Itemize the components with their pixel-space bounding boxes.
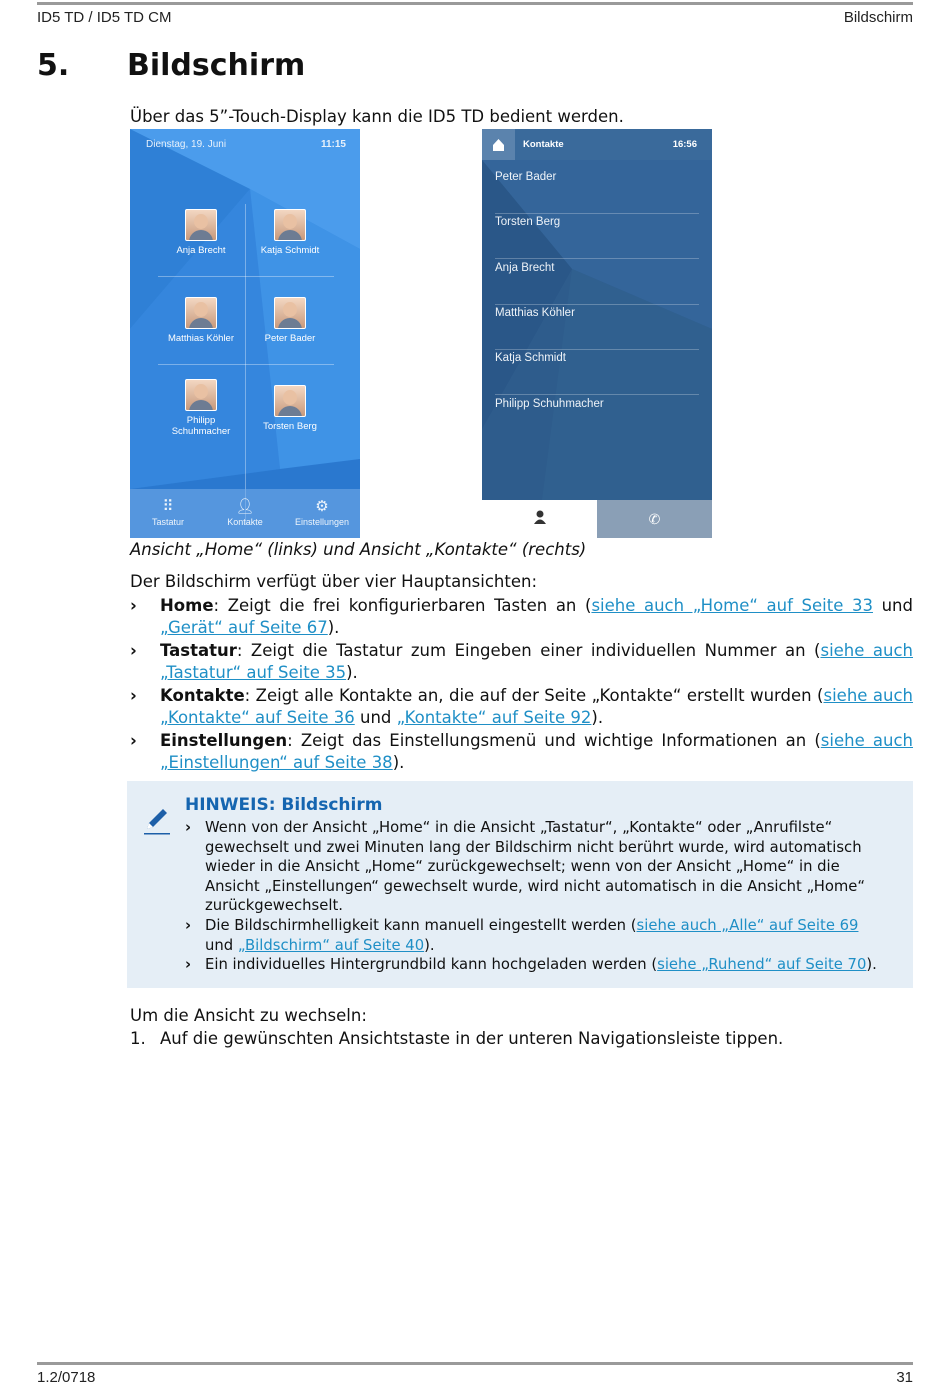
- contact-name: Katja Schmidt: [495, 352, 566, 364]
- chevron-right-icon: ›: [185, 956, 192, 974]
- list-item: [130, 730, 913, 774]
- home-tile[interactable]: [246, 385, 334, 432]
- tile-divider-horizontal: [158, 276, 334, 277]
- tile-label: Anja Brecht: [176, 245, 226, 256]
- list-item: [130, 640, 913, 684]
- chevron-right-icon: ›: [130, 731, 137, 750]
- tile-label: Katja Schmidt: [260, 245, 320, 256]
- view-name: Home: [160, 596, 214, 615]
- figure-caption: Ansicht „Home“ (links) und Ansicht „Kontakte“ (rechts): [130, 540, 587, 559]
- missed-call-icon: ✆: [648, 511, 661, 527]
- contact-name: Matthias Köhler: [495, 307, 575, 319]
- chapter-number: 5.: [37, 48, 70, 83]
- cross-reference-link[interactable]: „Gerät“ auf Seite 67: [160, 618, 328, 637]
- note-title: HINWEIS: Bildschirm: [185, 795, 383, 815]
- row-divider: [495, 394, 699, 395]
- nav-label: Tastatur: [151, 517, 184, 527]
- cross-reference-link[interactable]: „Kontakte“ auf Seite 92: [396, 708, 592, 727]
- chapter-title: Bildschirm: [127, 48, 306, 83]
- home-tile[interactable]: [157, 297, 245, 344]
- header-right: Bildschirm: [843, 9, 913, 26]
- cross-reference-link[interactable]: siehe auch „Alle“ auf Seite 69: [636, 916, 859, 934]
- switch-intro: Um die Ansicht zu wechseln:: [130, 1006, 367, 1025]
- item-text: und: [354, 708, 397, 727]
- note-box: [127, 781, 913, 988]
- item-text: ).: [346, 663, 358, 682]
- views-list: [130, 595, 913, 775]
- contact-name: Philipp Schuhmacher: [495, 398, 604, 410]
- tile-label: Matthias Köhler: [167, 333, 234, 344]
- avatar: [274, 385, 306, 417]
- item-text: und: [872, 596, 913, 615]
- keypad-icon: ⠿: [162, 498, 174, 515]
- item-text: ).: [424, 936, 435, 954]
- home-tile[interactable]: [157, 379, 245, 437]
- cross-reference-link[interactable]: siehe auch „Home“ auf Seite 33: [591, 596, 873, 615]
- contact-row[interactable]: [495, 169, 699, 214]
- home-nav-bar: [130, 489, 360, 538]
- home-tile[interactable]: [246, 297, 334, 344]
- chevron-right-icon: ›: [130, 641, 137, 660]
- avatar: [274, 209, 306, 241]
- home-button[interactable]: [482, 129, 515, 160]
- contact-row[interactable]: [495, 260, 699, 305]
- contacts-top-bar: [482, 129, 712, 160]
- tile-label: Torsten Berg: [263, 421, 317, 432]
- step-text: Auf die gewünschten Ansichtstaste in der unteren Navigationsleiste tippen.: [160, 1029, 784, 1048]
- chevron-right-icon: ›: [130, 596, 137, 615]
- views-intro: Der Bildschirm verfügt über vier Hauptansichten:: [130, 572, 537, 591]
- contact-name: Torsten Berg: [495, 216, 561, 228]
- item-text: Wenn von der Ansicht „Home“ in die Ansicht „Tastatur“, „Kontakte“ oder „Anrufilste“ gewechselt und zwei Minuten lang der Bildschirm nicht berührt wurde, wird automatisch wieder in die Ansicht „Home“ zurückgewechselt; wenn von der Ansicht „Home“ in die Ansicht „Einstellungen“ gewechselt wurde, wird nicht automatisch in die Ansicht „Home“ zurückgewechselt.: [205, 819, 866, 915]
- contact-row[interactable]: [495, 350, 699, 395]
- chevron-right-icon: ›: [185, 916, 192, 934]
- list-item: [185, 955, 889, 975]
- contacts-title: Kontakte: [523, 139, 564, 150]
- item-text: und: [205, 936, 238, 954]
- item-text: ).: [591, 708, 604, 727]
- item-text: ).: [866, 956, 877, 974]
- item-text: ).: [392, 753, 405, 772]
- item-text: Die Bildschirmhelligkeit kann manuell eingestellt werden (: [205, 916, 637, 934]
- item-text: : Zeigt die Tastatur zum Eingeben einer individuellen Nummer an (: [236, 641, 821, 660]
- avatar: [185, 297, 217, 329]
- nav-contacts-button[interactable]: [207, 489, 283, 538]
- avatar: [274, 297, 306, 329]
- tile-label: Peter Bader: [264, 333, 316, 344]
- view-name: Tastatur: [160, 641, 237, 660]
- contacts-time: 16:56: [672, 139, 697, 150]
- avatar: [185, 379, 217, 411]
- header-left: ID5 TD / ID5 TD CM: [37, 9, 172, 26]
- contact-row[interactable]: [495, 214, 699, 259]
- home-icon: [482, 129, 515, 160]
- list-item: [185, 818, 889, 916]
- tile-divider-horizontal: [158, 364, 334, 365]
- cross-reference-link[interactable]: siehe auch „Einstellungen“ auf Seite 38: [160, 731, 913, 772]
- view-name: Einstellungen: [160, 731, 288, 750]
- footer-version: 1.2/0718: [37, 1369, 96, 1386]
- item-text: : Zeigt alle Kontakte an, die auf der Seite „Kontakte“ erstellt wurden (: [244, 686, 824, 705]
- contact-row[interactable]: [495, 396, 699, 441]
- list-item: [130, 685, 913, 729]
- contacts-tab-button[interactable]: [482, 500, 598, 538]
- header-rule: [37, 2, 913, 5]
- nav-settings-button[interactable]: [284, 489, 360, 538]
- home-date: Dienstag, 19. Juni: [146, 139, 227, 150]
- item-text: : Zeigt die frei konfigurierbaren Tasten an (: [213, 596, 592, 615]
- home-tile[interactable]: [246, 209, 334, 256]
- cross-reference-link[interactable]: „Bildschirm“ auf Seite 40: [237, 936, 425, 954]
- chevron-right-icon: ›: [185, 819, 192, 836]
- home-tile[interactable]: [157, 209, 245, 256]
- cross-reference-link[interactable]: siehe auch „Tastatur“ auf Seite 35: [160, 641, 913, 682]
- view-name: Kontakte: [160, 686, 245, 705]
- step-item: [130, 1028, 783, 1050]
- list-item: [130, 595, 913, 639]
- item-text: : Zeigt das Einstellungsmenü und wichtige Informationen an (: [287, 731, 821, 750]
- note-list: [185, 818, 889, 975]
- person-icon: 👤︎: [235, 498, 255, 515]
- cross-reference-link[interactable]: siehe „Ruhend“ auf Seite 70: [657, 956, 867, 974]
- nav-keypad-button[interactable]: [130, 489, 206, 538]
- chapter-heading: [37, 48, 305, 83]
- contact-row[interactable]: [495, 305, 699, 350]
- footer-rule: [37, 1362, 913, 1365]
- item-text: Ein individuelles Hintergrundbild kann hochgeladen werden (: [205, 956, 658, 974]
- contact-name: Anja Brecht: [495, 262, 555, 274]
- row-divider: [495, 258, 699, 259]
- page-number: 31: [896, 1369, 913, 1386]
- step-number: 1.: [130, 1029, 146, 1048]
- contacts-screen-image: [482, 129, 712, 538]
- cross-reference-link[interactable]: siehe auch „Kontakte“ auf Seite 36: [160, 686, 913, 727]
- nav-label: Einstellungen: [294, 517, 350, 527]
- chevron-right-icon: ›: [130, 686, 137, 705]
- pencil-icon: [141, 805, 173, 837]
- call-list-tab-button[interactable]: [597, 500, 712, 538]
- person-icon: [482, 500, 598, 538]
- contact-name: Peter Bader: [495, 171, 557, 183]
- home-screen-image: [130, 129, 360, 538]
- item-text: ).: [327, 618, 340, 637]
- avatar: [185, 209, 217, 241]
- intro-text: Über das 5”-Touch-Display kann die ID5 TD bedient werden.: [130, 107, 624, 126]
- gear-icon: ⚙: [315, 498, 329, 515]
- home-time: 11:15: [320, 139, 346, 150]
- nav-label: Kontakte: [227, 517, 263, 527]
- tile-label: Philipp Schuhmacher: [171, 415, 231, 437]
- list-item: [185, 916, 889, 955]
